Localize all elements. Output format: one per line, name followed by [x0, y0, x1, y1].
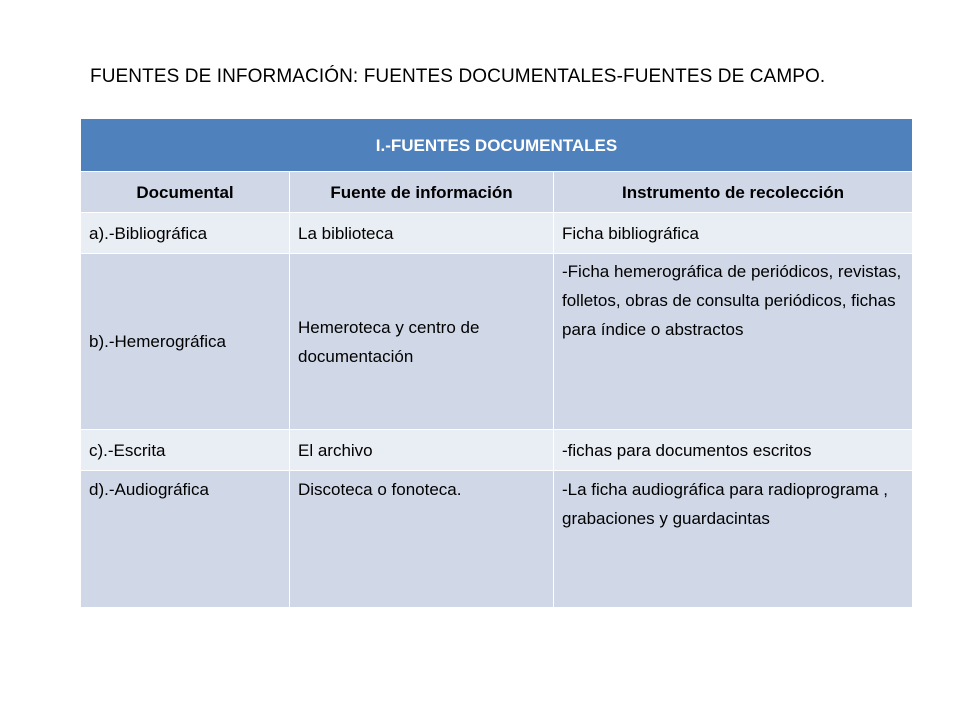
- column-header-documental: Documental: [81, 172, 290, 213]
- table-header-row: [81, 119, 913, 172]
- cell-fuente: Hemeroteca y centro de documentación: [290, 254, 554, 430]
- cell-instrumento: -Ficha hemerográfica de periódicos, revistas, folletos, obras de consulta periódicos, fichas para índice o abstractos: [554, 254, 913, 430]
- cell-documental: a).-Bibliográfica: [81, 213, 290, 254]
- cell-fuente-text: Discoteca o fonoteca.: [298, 480, 462, 499]
- page-title: FUENTES DE INFORMACIÓN: FUENTES DOCUMENTALES-FUENTES DE CAMPO.: [90, 66, 826, 87]
- cell-documental: [81, 471, 290, 608]
- table-row: [81, 213, 913, 254]
- cell-instrumento-text: -La ficha audiográfica para radioprograma , grabaciones y guardacintas: [562, 480, 889, 528]
- column-header-instrumento: Instrumento de recolección: [554, 172, 913, 213]
- table-row: [81, 254, 913, 430]
- fuentes-documentales-table: [80, 118, 913, 608]
- table-row: [81, 430, 913, 471]
- cell-fuente: [290, 471, 554, 608]
- cell-documental-text: d).-Audiográfica: [89, 480, 210, 499]
- cell-instrumento: [554, 471, 913, 608]
- column-header-row: [81, 172, 913, 213]
- cell-documental: b).-Hemerográfica: [81, 254, 290, 430]
- cell-fuente: El archivo: [290, 430, 554, 471]
- cell-documental: c).-Escrita: [81, 430, 290, 471]
- table-row: [81, 471, 913, 608]
- cell-instrumento: -fichas para documentos escritos: [554, 430, 913, 471]
- section-title: I.-FUENTES DOCUMENTALES: [81, 119, 913, 172]
- cell-instrumento: Ficha bibliográfica: [554, 213, 913, 254]
- column-header-fuente: Fuente de información: [290, 172, 554, 213]
- cell-fuente: La biblioteca: [290, 213, 554, 254]
